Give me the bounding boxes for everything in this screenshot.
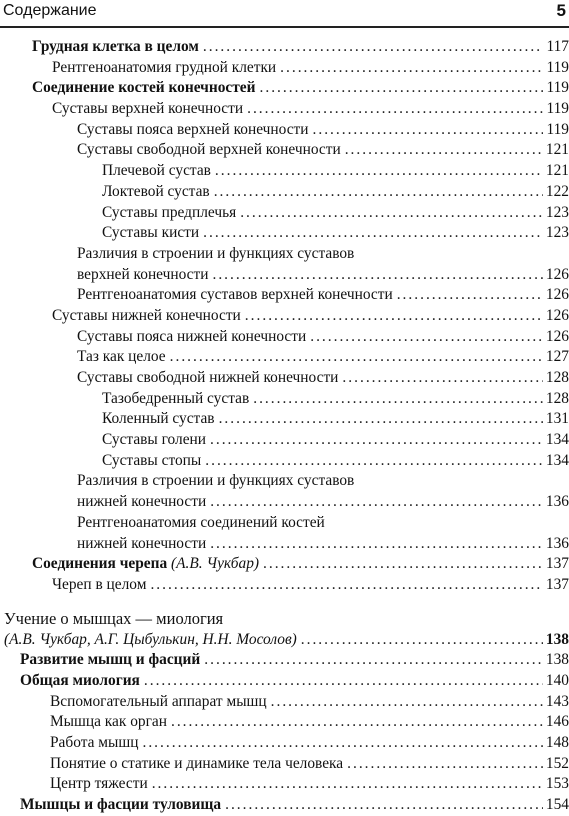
- toc-entry-page: 131: [545, 410, 569, 428]
- toc-entry[interactable]: [0, 78, 569, 99]
- toc-entry[interactable]: [0, 534, 569, 555]
- toc-entry-page: 138: [545, 651, 569, 669]
- toc-entry-page: 119: [546, 120, 569, 138]
- dot-leader: [203, 223, 543, 244]
- toc-entry[interactable]: [0, 774, 569, 795]
- toc-entry-title: Различия в строении и функциях суставов: [77, 472, 355, 490]
- toc-entry[interactable]: [0, 306, 569, 327]
- toc-entry[interactable]: [0, 492, 569, 513]
- toc-entry[interactable]: [0, 203, 569, 224]
- toc-entry-page: 121: [545, 141, 569, 159]
- toc-entry[interactable]: [0, 99, 569, 120]
- toc-entry[interactable]: [0, 451, 569, 472]
- dot-leader: [212, 265, 542, 286]
- toc-entry-title: Суставы свободной верхней конечности: [77, 141, 341, 159]
- toc-entry-page: 121: [545, 162, 569, 180]
- toc-entry[interactable]: [0, 327, 569, 348]
- dot-leader: [171, 712, 543, 733]
- toc-entry[interactable]: [0, 650, 569, 671]
- dot-leader: [260, 78, 544, 99]
- toc-entry-title: Рентгеноанатомия суставов верхней конечности: [77, 286, 393, 304]
- dot-leader: [345, 140, 543, 161]
- toc-entry-title: Вспомогательный аппарат мышц: [50, 692, 267, 710]
- toc-entry-title: Различия в строении и функциях суставов: [77, 244, 355, 262]
- toc-entry-page: 123: [545, 203, 569, 221]
- dot-leader: [203, 37, 544, 58]
- toc-entry-page: 148: [545, 734, 569, 751]
- dot-leader: [144, 671, 543, 692]
- toc-entry-page: 136: [545, 493, 569, 511]
- toc-entry-page: 123: [545, 224, 569, 242]
- toc-entry-title: Коленный сустав: [102, 410, 215, 428]
- page-number: 5: [556, 1, 566, 20]
- dot-leader: [247, 99, 543, 120]
- toc-entry-title: Череп в целом: [52, 575, 147, 593]
- toc-entry-page: 137: [545, 575, 569, 593]
- toc-entry-title: Соединения черепа: [32, 555, 168, 573]
- toc-entry-title: нижней конечности: [77, 534, 207, 552]
- section-authors: (А.В. Чукбар, А.Г. Цыбулькин, Н.Н. Мосолов): [4, 630, 297, 648]
- toc-entry[interactable]: [0, 161, 569, 182]
- dot-leader: [245, 306, 543, 327]
- toc-entry-page: 134: [545, 451, 569, 469]
- toc-entry-page: 137: [545, 555, 569, 573]
- toc-entry-page: 126: [545, 265, 569, 283]
- toc-entry-author: (А.В. Чукбар): [171, 555, 260, 573]
- dot-leader: [342, 368, 542, 389]
- dot-leader: [152, 774, 543, 795]
- toc-entry-title: Суставы голени: [102, 431, 207, 449]
- toc-entry[interactable]: [0, 430, 569, 451]
- toc-entry-title: Суставы предплечья: [102, 203, 237, 221]
- toc-entry-title: Грудная клетка в целом: [32, 38, 199, 55]
- toc-entry[interactable]: [0, 692, 569, 713]
- toc-entry-title: Суставы свободной нижней конечности: [77, 369, 339, 386]
- section-page: 138: [545, 630, 569, 648]
- dot-leader: [210, 430, 543, 451]
- dot-leader: [210, 534, 543, 555]
- toc-entry-title: верхней конечности: [77, 265, 209, 283]
- toc-entry[interactable]: [0, 409, 569, 430]
- toc-entry-page: 128: [545, 369, 569, 386]
- toc-entry-title: Суставы кисти: [102, 224, 200, 242]
- toc-entry[interactable]: [0, 347, 569, 368]
- toc-entry[interactable]: [0, 733, 569, 754]
- toc-entry-page: 136: [545, 534, 569, 552]
- toc-entry[interactable]: [0, 285, 569, 306]
- toc-entry-title: Рентгеноанатомия соединений костей: [77, 513, 325, 531]
- page-header: [0, 0, 569, 28]
- toc-entry-page: 126: [545, 286, 569, 304]
- dot-leader: [219, 409, 543, 430]
- dot-leader: [205, 451, 543, 472]
- toc-entry-page: 127: [545, 348, 569, 366]
- dot-leader: [214, 182, 543, 203]
- toc-entry-line[interactable]: [0, 513, 569, 534]
- toc-entry-title: Понятие о статике и динамике тела человека: [50, 754, 344, 772]
- dot-leader: [225, 795, 543, 816]
- toc-entry[interactable]: [0, 37, 569, 58]
- toc-entry[interactable]: [0, 223, 569, 244]
- toc-entry-title: Суставы верхней конечности: [52, 100, 244, 118]
- toc-entry-page: 140: [545, 671, 569, 689]
- toc-entry-page: 143: [545, 692, 569, 710]
- toc-entry[interactable]: [0, 712, 569, 733]
- toc-entry[interactable]: [0, 120, 569, 141]
- toc-entry[interactable]: [0, 575, 569, 596]
- toc-entry[interactable]: [0, 671, 569, 692]
- toc-entry-title: Развитие мышц и фасций: [20, 651, 201, 669]
- toc-entry-line[interactable]: [0, 244, 569, 265]
- toc-entry-title: Мышца как орган: [50, 713, 167, 731]
- toc-entry-title: Работа мышц: [50, 734, 139, 751]
- dot-leader: [310, 327, 543, 348]
- dot-leader: [280, 58, 543, 79]
- toc-entry-title: Суставы нижней конечности: [52, 306, 241, 324]
- toc-entry-page: 126: [545, 327, 569, 345]
- dot-leader: [210, 492, 543, 513]
- toc-entry-title: Суставы пояса нижней конечности: [77, 327, 307, 345]
- toc-entry-page: 146: [545, 713, 569, 731]
- toc-entry[interactable]: [0, 182, 569, 203]
- toc-entry-title: Тазобедренный сустав: [102, 389, 250, 407]
- dot-leader: [313, 120, 544, 141]
- toc-entry-title: Рентгеноанатомия грудной клетки: [52, 58, 277, 76]
- toc-entry-page: 119: [546, 100, 569, 118]
- toc-entry[interactable]: [0, 554, 569, 575]
- toc-entry-line[interactable]: [0, 471, 569, 492]
- toc-entry[interactable]: [0, 58, 569, 79]
- dot-leader: [240, 203, 543, 224]
- toc-entry-title: Плечевой сустав: [102, 162, 211, 180]
- dot-leader: [170, 347, 543, 368]
- toc-entry-page: 119: [546, 58, 569, 76]
- toc-entry-page: 119: [546, 79, 569, 97]
- dot-leader: [253, 389, 543, 410]
- dot-leader: [347, 754, 543, 775]
- toc-entry-title: нижней конечности: [77, 493, 207, 511]
- dot-leader: [142, 733, 542, 754]
- toc-entry[interactable]: [0, 795, 569, 816]
- toc-entry-title: Центр тяжести: [50, 775, 148, 793]
- dot-leader: [301, 630, 543, 651]
- section-gap: [0, 596, 569, 608]
- toc-entry-page: 134: [545, 431, 569, 449]
- toc-entry-title: Мышцы и фасции туловища: [20, 796, 222, 814]
- toc-entry[interactable]: [0, 368, 569, 389]
- toc-entry-page: 153: [545, 775, 569, 793]
- toc-entry-title: Суставы стопы: [102, 451, 202, 469]
- dot-leader: [150, 575, 542, 596]
- section-title[interactable]: Учение о мышцах — миология: [4, 608, 224, 628]
- section-authors-entry[interactable]: [0, 630, 569, 651]
- table-of-contents: [0, 37, 569, 816]
- toc-entry-page: 122: [545, 182, 569, 200]
- toc-entry[interactable]: [0, 265, 569, 286]
- toc-entry-page: 152: [545, 754, 569, 772]
- dot-leader: [271, 692, 543, 713]
- toc-entry-page: 126: [545, 306, 569, 324]
- toc-entry-page: 128: [545, 389, 569, 407]
- running-title: Содержание: [3, 2, 97, 19]
- dot-leader: [263, 554, 543, 575]
- toc-entry-title: Общая миология: [20, 671, 140, 689]
- dot-leader: [397, 285, 543, 306]
- dot-leader: [215, 161, 543, 182]
- toc-entry-title: Таз как целое: [77, 348, 166, 366]
- toc-entry-page: 117: [546, 38, 569, 55]
- toc-entry[interactable]: [0, 140, 569, 161]
- toc-entry-title: Локтевой сустав: [102, 182, 210, 200]
- toc-entry-page: 154: [545, 796, 569, 814]
- toc-entry-title: Соединение костей конечностей: [32, 79, 256, 97]
- toc-entry-title: Суставы пояса верхней конечности: [77, 120, 309, 138]
- dot-leader: [204, 650, 543, 671]
- toc-entry[interactable]: [0, 389, 569, 410]
- toc-entry[interactable]: [0, 754, 569, 775]
